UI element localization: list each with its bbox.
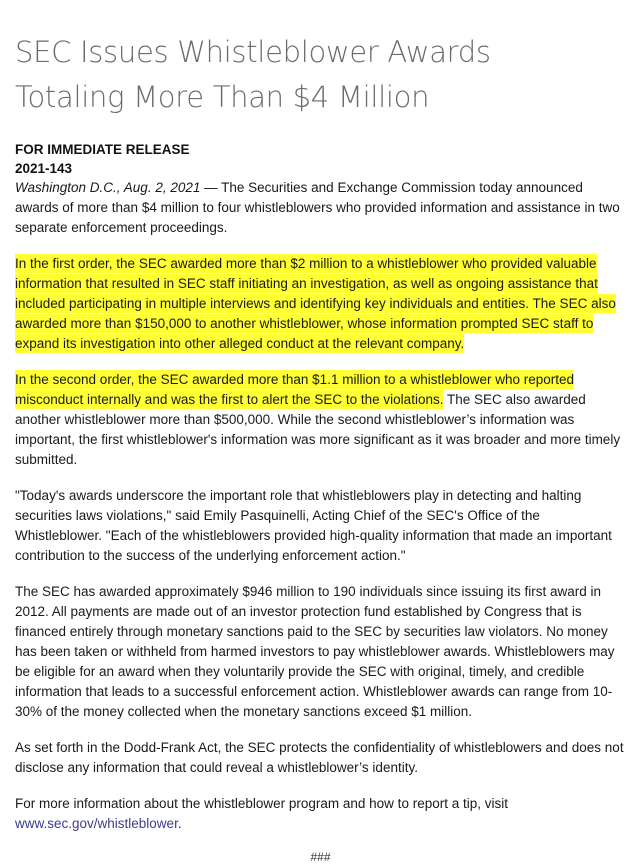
first-order-highlight: In the first order, the SEC awarded more than $2 million to a whistleblower who provided valuable information that resulted in SEC staff initiating an investigation, as well as ongoing assistance that included participating in multiple interviews and identifying key individuals and entities. The SEC also awarded more than $150,000 to another whistleblower, whose information prompted SEC staff to expand its investigation into other alleged conduct at the relevant company. xyxy=(15,256,616,351)
title-line-2: Totaling More Than $4 Million xyxy=(15,80,430,114)
end-marker: ### xyxy=(310,850,331,864)
title-line-1: SEC Issues Whistleblower Awards xyxy=(15,35,491,69)
second-order-paragraph xyxy=(15,370,626,470)
lead-text: — The Securities and Exchange Commission today announced awards of more than $4 million to four whistleblowers who provided information and assistance in two separate enforcement proceedings. xyxy=(15,180,620,235)
program-paragraph: The SEC has awarded approximately $946 million to 190 individuals since issuing its first award in 2012. All payments are made out of an investor protection fund established by Congress that is financed entirely through monetary sanctions paid to the SEC by securities law violators. No money has been taken or withheld from harmed investors to pay whistleblower awards. Whistleblowers may be eligible for an award when they voluntarily provide the SEC with original, timely, and credible information that leads to a successful enforcement action. Whistleblower awards can range from 10-30% of the money collected when the monetary sanctions exceed $1 million. xyxy=(15,584,615,719)
second-order-highlight: In the second order, the SEC awarded more than $1.1 million to a whistleblower who reported misconduct internally and was the first to alert the SEC to the violations. xyxy=(15,372,575,407)
release-header xyxy=(15,140,626,178)
lead-paragraph xyxy=(15,178,626,238)
second-order-rest: The SEC also awarded another whistleblower more than $500,000. While the second whistleblower’s information was important, the first whistleblower's information was more significant as it was broader and more timely submitted. xyxy=(15,392,621,467)
page-title xyxy=(15,30,626,120)
release-number: 2021-143 xyxy=(15,161,73,176)
more-info-period: . xyxy=(177,816,182,831)
more-info-text: For more information about the whistleblower program and how to report a tip, visit xyxy=(15,796,508,811)
whistleblower-link[interactable]: www.sec.gov/whistleblower xyxy=(15,816,178,831)
quote-paragraph: "Today's awards underscore the important role that whistleblowers play in detecting and halting securities laws violations," said Emily Pasquinelli, Acting Chief of the SEC's Office of the Whistleblower. "Each of the whistleblowers provided high-quality information that made an important contribution to the success of the underlying enforcement action." xyxy=(15,488,612,563)
release-label: FOR IMMEDIATE RELEASE xyxy=(15,142,190,157)
more-info-paragraph xyxy=(15,794,626,834)
dodd-frank-paragraph: As set forth in the Dodd-Frank Act, the SEC protects the confidentiality of whistleblowers and does not disclose any information that could reveal a whistleblower’s identity. xyxy=(15,740,624,775)
dateline: Washington D.C., Aug. 2, 2021 xyxy=(15,180,201,195)
first-order-paragraph xyxy=(15,254,626,354)
